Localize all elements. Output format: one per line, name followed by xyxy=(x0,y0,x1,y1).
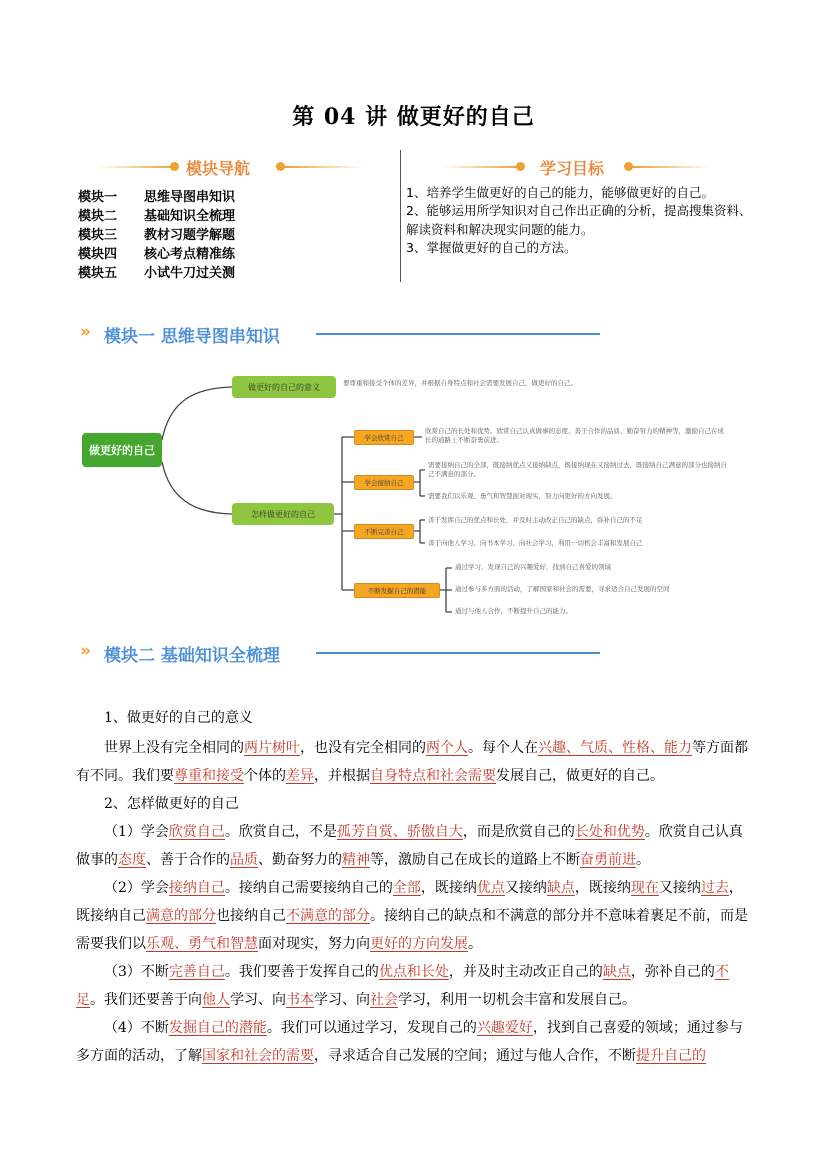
connector-branch2-subs xyxy=(334,437,354,590)
key-term: 书本 xyxy=(286,992,314,1008)
module2-title: 模块二 基础知识全梳理 xyxy=(104,646,280,666)
text-run: ，既接纳 xyxy=(574,880,631,896)
goal-item-2: 2、能够运用所学知识对自己作出正确的分析，提高搜集资料、解读资料和解决现实问题的能力。 xyxy=(406,203,752,237)
chevron-double-icon: » xyxy=(80,641,87,661)
mindmap-sub-3-text-2: 善于向他人学习、向书本学习、向社会学习，利用一切机会丰富和发展自己 xyxy=(428,539,643,547)
key-term: 长处和优势 xyxy=(574,824,645,840)
connector-root-branch1 xyxy=(162,387,232,440)
key-term: 他人 xyxy=(202,992,230,1008)
text-run: 。我们可以通过学习，发现自己的 xyxy=(266,1020,477,1036)
paragraph-3 xyxy=(76,874,756,958)
text-run: ，既接纳 xyxy=(420,880,477,896)
paragraph-2 xyxy=(76,818,756,874)
text-run: 学习、向 xyxy=(314,992,370,1008)
key-term: 两片树叶 xyxy=(244,740,300,756)
key-term: 奋勇前进 xyxy=(580,852,636,868)
text-run: ，既接纳自己 xyxy=(76,880,743,924)
key-term: 品质 xyxy=(230,852,258,868)
module1-title: 模块一 思维导图串知识 xyxy=(104,327,280,347)
goal-item-1: 1、培养学生做更好的自己的能力，能够做更好的自己。 xyxy=(406,185,714,200)
text-run: 。欣赏自己认真做事的 xyxy=(76,824,743,868)
connector-root-branch2 xyxy=(162,462,232,514)
mindmap-branch1: 做更好的自己的意义 xyxy=(232,376,336,398)
module2-divider xyxy=(316,652,600,654)
text-run: 、善于合作的 xyxy=(146,852,230,868)
key-term: 精神 xyxy=(342,852,370,868)
chevron-double-icon: » xyxy=(80,322,87,342)
nav-label: 教材习题学解题 xyxy=(144,228,236,243)
text-run: 又接纳 xyxy=(658,880,701,896)
mindmap-sub-2-text-1: 需要接纳自己的全部，既接纳优点又接纳缺点，既接纳现在又接纳过去，既接纳自己满意的部分也接纳自己不满意的部分。 xyxy=(428,461,727,478)
text-run: 。接纳自己的缺点和不满意的部分并不意味着裹足不前，而是需要我们以 xyxy=(76,908,748,952)
key-term: 完善自己 xyxy=(168,964,225,980)
connector-sub3 xyxy=(414,520,425,543)
nav-label: 小试牛刀过关测 xyxy=(144,266,236,281)
text-run: ，并及时主动改正自己的 xyxy=(448,964,603,980)
text-run: 。 xyxy=(468,936,482,952)
key-term: 尊重和接受 xyxy=(174,768,244,784)
nav-key: 模块四 xyxy=(78,247,118,262)
mindmap-sub-1: 学会欣赏自己 xyxy=(354,430,414,445)
key-term: 兴趣爱好 xyxy=(476,1020,533,1036)
key-term: 态度 xyxy=(118,852,146,868)
section-heading-1: 1、做更好的自己的意义 xyxy=(104,710,253,726)
key-term: 优点和长处 xyxy=(378,964,449,980)
text-run: （4）不断 xyxy=(104,1020,169,1036)
nav-key: 模块三 xyxy=(78,228,118,243)
key-term: 两个人 xyxy=(426,740,468,756)
text-run: 等，激励自己在成长的道路上不断 xyxy=(370,852,580,868)
text-run: （3）不断 xyxy=(104,964,169,980)
mindmap-sub-2-text-2: 需要我们以乐观、勇气和智慧面对现实，努力向更好的方向发展。 xyxy=(428,492,617,500)
text-run: 。我们还要善于向 xyxy=(90,992,202,1008)
mindmap-sub-4-text-2: 通过参与多方面的活动，了解国家和社会的需要，寻求适合自己发展的空间 xyxy=(455,585,670,593)
text-run: 。 xyxy=(636,852,650,868)
nav-key: 模块二 xyxy=(78,209,118,224)
text-run: 、勤奋努力的 xyxy=(258,852,342,868)
key-term: 优点 xyxy=(476,880,505,896)
paragraph-5 xyxy=(76,1014,756,1070)
key-term: 全部 xyxy=(392,880,421,896)
key-term: 自身特点和社会需要 xyxy=(370,768,496,784)
text-run: 也接纳自己 xyxy=(216,908,286,924)
key-term: 欣赏自己 xyxy=(168,824,225,840)
mindmap-sub-4-text-1: 通过学习，发现自己的兴趣爱好，找到自己喜爱的领域 xyxy=(455,563,611,571)
mindmap-sub-3-text-1: 善于发挥自己的优点和长处，并及时主动改正自己的缺点，弥补自己的不足 xyxy=(428,516,643,524)
key-term: 缺点 xyxy=(546,880,575,896)
key-term: 接纳自己 xyxy=(168,880,225,896)
connector-sub1-sub2 xyxy=(414,437,425,496)
mindmap-sub-4-text-3: 通过与他人合作，不断提升自己的能力。 xyxy=(455,607,572,615)
text-run: ，弥补自己的 xyxy=(630,964,715,980)
text-run: 学习，利用一切机会丰富和发展自己。 xyxy=(398,992,636,1008)
key-term: 兴趣、气质、性格、能力 xyxy=(538,740,692,756)
key-term: 不足 xyxy=(76,964,729,1008)
text-run: 又接纳 xyxy=(504,880,547,896)
key-term: 过去 xyxy=(700,880,729,896)
mindmap-branch2: 怎样做更好的自己 xyxy=(232,503,334,525)
text-run: ，也没有完全相同的 xyxy=(300,740,426,756)
key-term: 现在 xyxy=(630,880,659,896)
key-term: 缺点 xyxy=(602,964,631,980)
text-run: ，寻求适合自己发展的空间；通过与他人合作，不断 xyxy=(314,1048,636,1064)
text-run: 学习、向 xyxy=(230,992,286,1008)
text-run: （1）学会 xyxy=(104,824,169,840)
connector-sub4 xyxy=(440,568,452,612)
text-run: 。接纳自己需要接纳自己的 xyxy=(224,880,393,896)
text-run: 。欣赏自己，不是 xyxy=(224,824,337,840)
text-run: 发展自己，做更好的自己。 xyxy=(496,768,664,784)
text-run: 个体的 xyxy=(244,768,286,784)
text-run: ，找到自己喜爱的领域；通过参与多方面的活动，了解 xyxy=(76,1020,743,1064)
key-term: 乐观、勇气和智慧 xyxy=(146,936,258,952)
text-run: ，并根据 xyxy=(314,768,370,784)
nav-label: 核心考点精准练 xyxy=(144,247,236,262)
page-title: 第 04 讲 做更好的自己 xyxy=(292,104,535,130)
mindmap-sub-3: 不断完善自己 xyxy=(354,524,414,539)
mindmap-sub-4: 不断发掘自己的潜能 xyxy=(354,583,440,598)
paragraph-4 xyxy=(76,958,756,1014)
text-run: 面对现实，努力向 xyxy=(258,936,370,952)
key-term: 差异 xyxy=(286,768,314,784)
key-term: 孤芳自赏、骄傲自大 xyxy=(336,824,463,840)
text-run: （2）学会 xyxy=(104,880,169,896)
mindmap-sub-1-text: 欣赏自己的长处和优势。欣赏自己认真做事的态度、善于合作的品质、勤奋努力的精神等，激励自己在成长的道路上不断奋勇前进。 xyxy=(425,427,724,444)
mindmap-root: 做更好的自己 xyxy=(82,433,162,467)
paragraph-1 xyxy=(76,734,756,790)
text-run: ，而是欣赏自己的 xyxy=(462,824,575,840)
nav-key: 模块一 xyxy=(78,190,118,205)
text-run: 等方面都有不同。我们要 xyxy=(76,740,748,784)
mindmap-sub-2: 学会接纳自己 xyxy=(354,475,414,490)
key-term: 国家和社会的需要 xyxy=(202,1048,314,1064)
goal-item-3: 3、掌握做更好的自己的方法。 xyxy=(406,240,577,255)
key-term: 不满意的部分 xyxy=(286,908,370,924)
text-run: 世界上没有完全相同的 xyxy=(104,740,244,756)
key-term: 发掘自己的潜能 xyxy=(168,1020,267,1036)
nav-key: 模块五 xyxy=(78,266,118,281)
text-run: 。我们要善于发挥自己的 xyxy=(224,964,379,980)
text-run: 。每个人在 xyxy=(468,740,538,756)
nav-label: 基础知识全梳理 xyxy=(144,209,236,224)
key-term: 提升自己的 xyxy=(636,1048,706,1064)
section-heading-2: 2、怎样做更好的自己 xyxy=(104,796,239,812)
key-term: 满意的部分 xyxy=(146,908,216,924)
key-term: 更好的方向发展 xyxy=(370,936,468,952)
nav-label: 思维导图串知识 xyxy=(144,190,236,205)
goals-header: 学习目标 xyxy=(540,159,605,178)
mindmap-branch1-text: 要尊重和接受个体的差异，并根据自身特点和社会需要发展自己，做更好的自己。 xyxy=(343,379,577,387)
nav-header: 模块导航 xyxy=(186,159,251,178)
key-term: 社会 xyxy=(370,992,398,1008)
